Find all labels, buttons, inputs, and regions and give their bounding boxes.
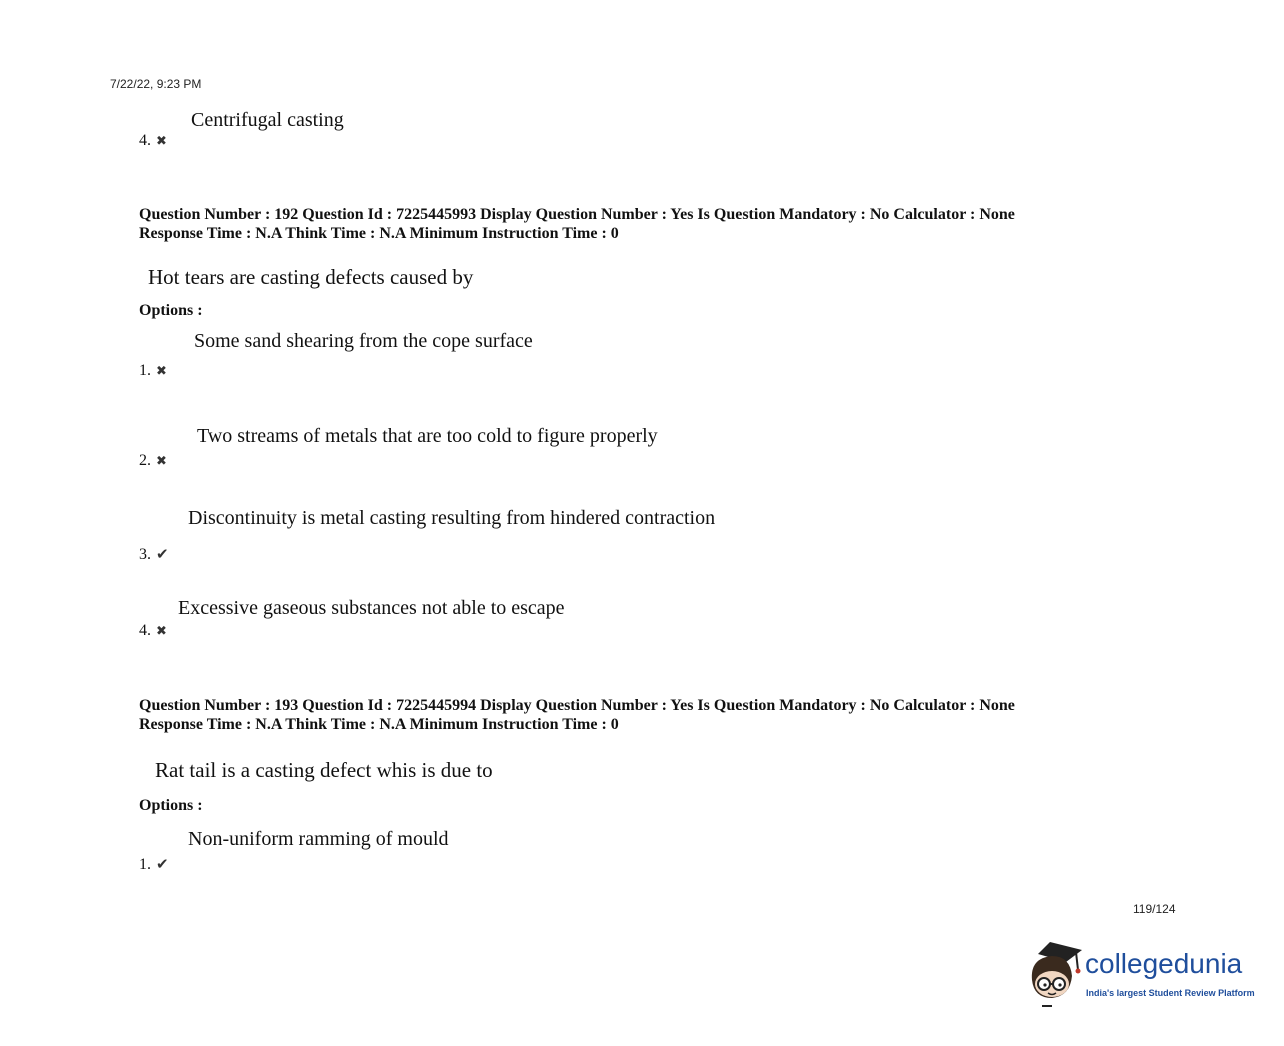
cross-icon: ✖ [156,364,167,379]
logo-wordmark: collegedunia [1085,948,1243,979]
question-text: Hot tears are casting defects caused by [148,265,474,289]
check-icon: ✔ [156,545,169,563]
question-text: Rat tail is a casting defect whis is due to [155,758,493,782]
question-meta-line: Response Time : N.A Think Time : N.A Minimum Instruction Time : 0 [139,716,619,733]
print-timestamp: 7/22/22, 9:23 PM [110,77,202,91]
option-number-label: 4. [139,622,151,639]
logo-tagline: India's largest Student Review Platform [1086,988,1255,998]
mascot-icon [1026,940,1086,1010]
cross-icon: ✖ [156,624,167,639]
option-number-label: 4. [139,132,151,149]
option-text: Excessive gaseous substances not able to escape [178,597,565,619]
question-meta-line: Response Time : N.A Think Time : N.A Minimum Instruction Time : 0 [139,225,619,242]
option-text: Centrifugal casting [191,109,344,131]
option-text: Non-uniform ramming of mould [188,828,449,850]
option-number-label: 1. [139,856,151,873]
cross-icon: ✖ [156,134,167,149]
option-number-label: 3. [139,546,151,563]
option-number [139,545,169,564]
option-text: Discontinuity is metal casting resulting from hindered contraction [188,507,716,529]
options-label: Options : [139,302,203,319]
option-number [139,622,167,640]
option-number-label: 1. [139,362,151,379]
options-label: Options : [139,797,203,814]
question-meta [139,205,1015,243]
question-meta-line: Question Number : 192 Question Id : 7225445993 Display Question Number : Yes Is Question Mandatory : No Calculator : None [139,206,1015,223]
check-icon: ✔ [156,855,169,873]
cross-icon: ✖ [156,454,167,469]
page-number: 119/124 [1133,902,1176,916]
option-number [139,362,167,380]
option-text: Some sand shearing from the cope surface [194,330,533,352]
option-text: Two streams of metals that are too cold to figure properly [197,425,658,447]
question-meta [139,696,1015,734]
option-number [139,132,167,150]
option-number [139,452,167,470]
option-number-label: 2. [139,452,151,469]
collegedunia-logo [1026,940,1256,1010]
question-meta-line: Question Number : 193 Question Id : 7225445994 Display Question Number : Yes Is Question Mandatory : No Calculator : None [139,697,1015,714]
option-number [139,855,169,874]
